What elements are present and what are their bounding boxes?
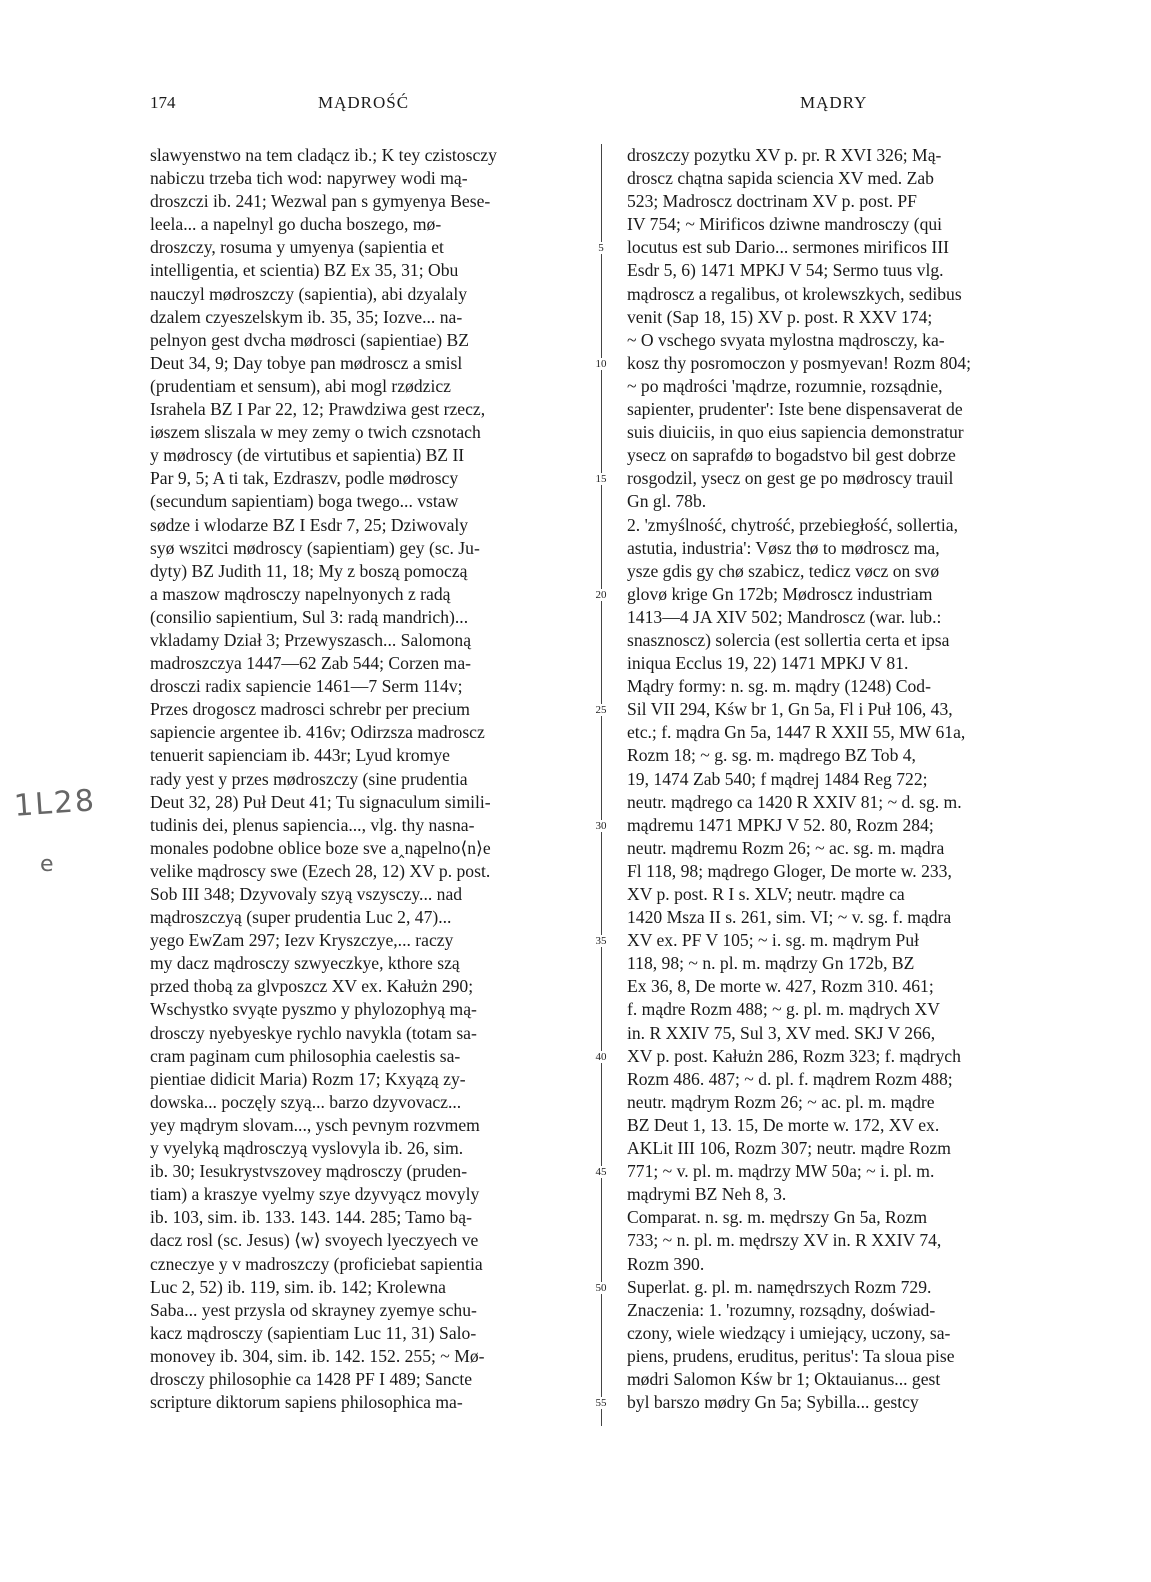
text-line: Przes drogoscz madrosci schrebr per precium [150, 699, 470, 720]
right-running-head: MĄDRY [800, 93, 868, 112]
line-number: 50 [589, 1282, 613, 1294]
text-line: XV p. post. Kałużn 286, Rozm 323; f. mądrych [627, 1045, 961, 1066]
text-line: Rozm 486. 487; ~ d. pl. f. mądrem Rozm 488; [627, 1068, 953, 1089]
text-line: Sil VII 294, Kśw br 1, Gn 5a, Fl i Puł 106, 43, [627, 699, 953, 720]
left-running-head: MĄDROŚĆ [318, 93, 410, 112]
text-line: neutr. mądrego ca 1420 R XXIV 81; ~ d. sg. m. [627, 791, 962, 812]
text-line: ib. 30; Iesukrystvszovey mądrosczy (pruden- [150, 1161, 468, 1182]
text-line: in. R XXIV 75, Sul 3, XV med. SKJ V 266, [627, 1022, 936, 1043]
text-line: czneczye y v madroszczy (proficiebat sapientia [150, 1253, 483, 1274]
text-line: 19, 1474 Zab 540; f mądrej 1484 Reg 722; [627, 768, 928, 789]
text-line: tiam) a kraszye vyelmy szye dzyvyącz movyly [150, 1184, 480, 1205]
text-line: dowska... poczęly szyą... barzo dzyvovacz... [150, 1091, 462, 1112]
text-line: Deut 32, 28) Puł Deut 41; Tu signaculum simili- [150, 791, 491, 812]
text-line: Saba... yest przysla od skrayney zyemye schu- [150, 1299, 477, 1320]
text-line: Luc 2, 52) ib. 119, sim. ib. 142; Krolewna [150, 1276, 446, 1297]
text-line: AKLit III 106, Rozm 307; neutr. mądre Rozm [627, 1138, 951, 1159]
text-line: f. mądre Rozm 488; ~ g. pl. m. mądrych XV [627, 999, 940, 1020]
text-line: etc.; f. mądra Gn 5a, 1447 R XXII 55, MW 61a, [627, 722, 966, 743]
text-line: pelnyon gest dvcha mødrosci (sapientiae) BZ [150, 329, 470, 350]
text-line: ysecz on saprafdø to bogadstvo bil gest dobrze [627, 445, 956, 466]
text-line: yey mądrym slovam..., ysch pevnym rozvmem [150, 1114, 480, 1135]
text-line: 1420 Msza II s. 261, sim. VI; ~ v. sg. f. mądra [627, 907, 952, 928]
text-line: 1413—4 JA XIV 502; Mandroscz (war. lub.: [627, 606, 942, 627]
text-line: madroszczya 1447—62 Zab 544; Corzen ma- [150, 653, 471, 674]
page-number: 174 [150, 93, 176, 112]
text-line: snasznoscz) solercia (est sollertia certa et ipsa [627, 629, 950, 650]
text-line: drosczy nyebyeskye rychlo navykla (totam sa- [150, 1022, 477, 1043]
text-line: sapiencie argentee ib. 416v; Odirzsza madroscz [150, 722, 485, 743]
text-line: piens, prudens, eruditus, peritus': Ta sloua pise [627, 1345, 955, 1366]
text-line: Par 9, 5; A ti tak, Ezdraszv, podle mødroscy [150, 468, 459, 489]
text-line: a maszow mądrosczy napelnyonych z radą [150, 583, 451, 604]
text-line: y vyelyką mądrosczyą vyslovyla ib. 26, sim. [150, 1138, 464, 1159]
text-line: mądroscz a regalibus, ot krolewszkych, sedibus [627, 283, 962, 304]
text-line: venit (Sap 18, 15) XV p. post. R XXV 174; [627, 306, 933, 327]
text-line: mądremu 1471 MPKJ V 52. 80, Rozm 284; [627, 814, 934, 835]
text-line: dacz rosl (sc. Jesus) ⟨w⟩ svoyech lyeczyech ve [150, 1230, 479, 1251]
text-line: (secundum sapientiam) boga twego... vstaw [150, 491, 459, 512]
text-line: Superlat. g. pl. m. namędrszych Rozm 729. [627, 1276, 932, 1297]
text-line: IV 754; ~ Mirificos dziwne mandrosczy (qui [627, 214, 943, 235]
line-number: 15 [589, 473, 613, 485]
text-line: glovø krige Gn 172b; Mødroscz industriam [627, 583, 933, 604]
text-line: mądrymi BZ Neh 8, 3. [627, 1184, 787, 1205]
right-column [627, 144, 1052, 1414]
text-line: locutus est sub Dario... sermones mirificos III [627, 237, 949, 258]
text-line: neutr. mądrym Rozm 26; ~ ac. pl. m. mądre [627, 1091, 935, 1112]
text-line: Sob III 348; Dzyvovaly szyą vszysczy... nad [150, 884, 463, 904]
text-line: drosczi radix sapiencie 1461—7 Serm 114v; [150, 676, 463, 697]
text-line: ~ O vschego svyata mylostna mądrosczy, ka- [627, 329, 945, 350]
text-line: droscz chątna sapida sciencia XV med. Zab [627, 168, 934, 189]
text-line: dyty) BZ Judith 11, 18; My z boszą pomoczą [150, 560, 468, 581]
text-line: przed thobą za glvposzcz XV ex. Kałużn 290; [150, 976, 474, 997]
text-line: syø wszitci mødroscy (sapientiam) gey (sc. Ju- [150, 537, 480, 558]
text-line: suis diuiciis, in quo eius sapiencia demonstratur [627, 422, 964, 443]
text-line: (consilio sapientium, Sul 3: radą mandrich)... [150, 606, 469, 627]
text-line: intelligentia, et scientia) BZ Ex 35, 31; Obu [150, 260, 459, 281]
text-line: astutia, industria': Vøsz thø to mødroscz ma, [627, 537, 940, 558]
text-line: nauczyl mødroszczy (sapientia), abi dzyalaly [150, 283, 468, 304]
text-line: XV ex. PF V 105; ~ i. sg. m. mądrym Puł [627, 930, 920, 951]
left-column [150, 144, 580, 1414]
text-line: Deut 34, 9; Day tobye pan mødroscz a smisl [150, 352, 463, 373]
text-line: 771; ~ v. pl. m. mądrzy MW 50a; ~ i. pl. m. [627, 1161, 935, 1182]
text-line: kosz thy posromoczon y posmyevan! Rozm 804; [627, 352, 972, 373]
text-line: Fl 118, 98; mądrego Gloger, De morte w. 233, [627, 860, 952, 881]
text-line: velike mądroscy swe (Ezech 28, 12) XV p. post. [150, 860, 491, 881]
line-number: 55 [589, 1397, 613, 1409]
text-line: sødze i wlodarze BZ I Esdr 7, 25; Dziwovaly [150, 514, 469, 535]
line-number: 30 [589, 820, 613, 832]
text-line: 523; Madroscz doctrinam XV p. post. PF [627, 191, 917, 212]
text-line: Esdr 5, 6) 1471 MPKJ V 54; Sermo tuus vlg. [627, 260, 944, 281]
text-line: yego EwZam 297; Iezv Kryszczye,... raczy [150, 930, 454, 951]
text-line: Ex 36, 8, De morte w. 427, Rozm 310. 461; [627, 976, 934, 997]
text-line: sapienter, prudenter': Iste bene dispensaverat de [627, 399, 963, 420]
line-number: 45 [589, 1166, 613, 1178]
text-line: 733; ~ n. pl. m. mędrszy XV in. R XXIV 74, [627, 1230, 942, 1251]
text-line: vkladamy Dział 3; Przewyszasch... Salomoną [150, 629, 472, 650]
text-line: czony, wiele wiedzący i umiejący, uczony, sa- [627, 1322, 951, 1343]
text-line: ~ po mądrości 'mądrze, rozumnie, rozsądnie, [627, 375, 943, 396]
text-line: Comparat. n. sg. m. mędrszy Gn 5a, Rozm [627, 1207, 928, 1228]
text-line: rosgodzil, ysecz on gest ge po mødroscy trauil [627, 468, 954, 489]
line-number: 20 [589, 589, 613, 601]
text-line: tenuerit sapienciam ib. 443r; Lyud kromye [150, 745, 450, 766]
text-line: cram paginam cum philosophia caelestis sa- [150, 1045, 461, 1066]
line-number: 35 [589, 935, 613, 947]
text-line: slawyenstwo na tem cladącz ib.; K tey czistosczy [150, 145, 497, 165]
text-line: my dacz mądrosczy szwyeczkye, kthore szą [150, 953, 460, 974]
text-line: Znaczenia: 1. 'rozumny, rozsądny, doświad- [627, 1299, 936, 1320]
text-line: ysze gdis gy chø szabicz, tedicz vøcz on svø [627, 560, 940, 581]
text-line: nabiczu trzeba tich wod: napyrwey wodi mą- [150, 168, 468, 189]
text-line: pientiae didicit Maria) Rozm 17; Kxyązą zy- [150, 1068, 466, 1089]
text-line: leela... a napelnyl go ducha boszego, mø- [150, 214, 442, 235]
text-line: dzalem czyeszelskym ib. 35, 35; Iozve... na- [150, 306, 463, 327]
text-line: (prudentiam et sensum), abi mogl rzødzicz [150, 375, 451, 396]
text-line: droszczy, rosuma y umyenya (sapientia et [150, 237, 444, 258]
text-line: Israhela BZ I Par 22, 12; Prawdziwa gest rzecz, [150, 399, 486, 420]
text-line: tudinis dei, plenus sapiencia..., vlg. thy nasna- [150, 814, 475, 835]
text-line: byl barszo mødry Gn 5a; Sybilla... gestcy [627, 1392, 919, 1413]
text-line: drosczy philosophie ca 1428 PF I 489; Sancte [150, 1368, 473, 1389]
text-line: monales podobne oblice boze sve a‸nąpelno⟨n⟩e [150, 837, 491, 858]
text-line: y mødroscy (de virtutibus et sapientia) BZ II [150, 445, 465, 466]
text-line: iøszem sliszala w mey zemy o twich czsnotach [150, 422, 481, 443]
handwritten-margin-mark: e [40, 852, 54, 877]
handwritten-margin-note: 1L28 [12, 783, 98, 824]
text-line: kacz mądrosczy (sapientiam Luc 11, 31) Salo- [150, 1322, 477, 1343]
text-line: Gn gl. 78b. [627, 491, 707, 512]
text-line: BZ Deut 1, 13. 15, De morte w. 172, XV ex. [627, 1114, 940, 1135]
line-number: 25 [589, 704, 613, 716]
line-number: 10 [589, 358, 613, 370]
text-line: Rozm 18; ~ g. sg. m. mądrego BZ Tob 4, [627, 745, 916, 766]
text-line: Wschystko svyąte pyszmo y phylozophyą mą- [150, 999, 477, 1020]
column-divider [601, 144, 602, 1426]
text-line: 118, 98; ~ n. pl. m. mądrzy Gn 172b, BZ [627, 953, 915, 974]
text-line: mødri Salomon Kśw br 1; Oktauianus... gest [627, 1368, 941, 1389]
text-line: neutr. mądremu Rozm 26; ~ ac. sg. m. mądra [627, 837, 945, 858]
text-line: monovey ib. 304, sim. ib. 142. 152. 255; ~ Mø- [150, 1345, 485, 1366]
text-line: Rozm 390. [627, 1253, 705, 1274]
text-line: scripture diktorum sapiens philosophica ma- [150, 1392, 463, 1413]
text-line: rady yest y przes mødroszczy (sine prudentia [150, 768, 468, 789]
text-line: XV p. post. R I s. XLV; neutr. mądre ca [627, 884, 905, 904]
line-number: 5 [589, 242, 613, 254]
text-line: iniqua Ecclus 19, 22) 1471 MPKJ V 81. [627, 653, 909, 674]
line-number: 40 [589, 1051, 613, 1063]
text-line: ib. 103, sim. ib. 133. 143. 144. 285; Tamo bą- [150, 1207, 472, 1228]
text-line: droszczi ib. 241; Wezwal pan s gymyenya Bese- [150, 191, 491, 212]
text-line: Mądry formy: n. sg. m. mądry (1248) Cod- [627, 676, 931, 697]
text-line: mądroszczyą (super prudentia Luc 2, 47)... [150, 907, 452, 928]
text-line: droszczy pozytku XV p. pr. R XVI 326; Mą- [627, 145, 942, 165]
text-line: 2. 'zmyślność, chytrość, przebiegłość, sollertia, [627, 514, 959, 535]
